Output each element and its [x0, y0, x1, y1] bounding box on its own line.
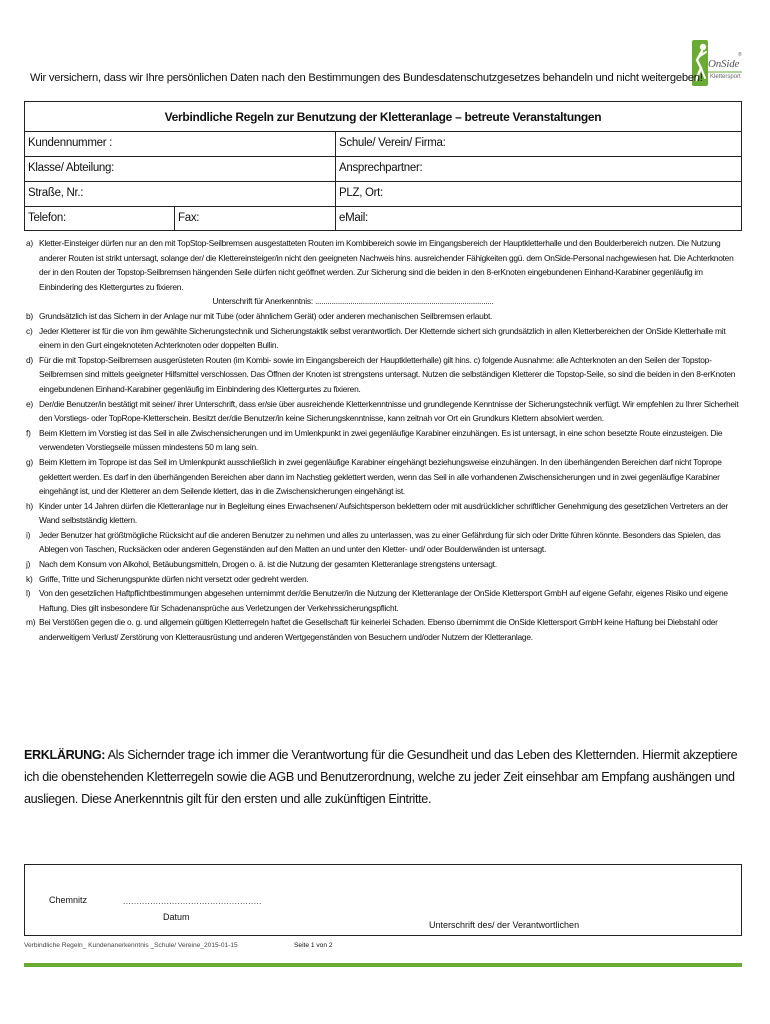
rule-letter: i) — [26, 529, 31, 540]
rule-letter: h) — [26, 500, 33, 511]
rule-letter: l) — [26, 588, 31, 599]
rule-text: Jeder Kletterer ist für die von ihm gewählte Sicherungstechnik und Sicherungstaktik selbst verantwortlich. Der Kletternde sichert sich grundsätzlich in allen Kletterbereichen der OnSide Kletterhalle mit einem in den Gurt eingeknoteten Achterknoten oder doppelten Bullin. — [39, 325, 726, 351]
rule-text: Grundsätzlich ist das Sichern in der Anlage nur mit Tube (oder ähnlichem Gerät) oder anderen mechanischen Seilbremsen erlaubt. — [39, 310, 493, 321]
declaration-label: ERKLÄRUNG: — [24, 748, 106, 762]
street-field[interactable]: Straße, Nr.: — [25, 182, 336, 206]
form-title: Verbindliche Regeln zur Benutzung der Kletteranlage – betreute Veranstaltungen — [25, 102, 741, 132]
rule-text: Der/die Benutzer/in bestätigt mit seiner/ ihrer Unterschrift, dass er/sie über ausreichende Kletterkenntnisse und grundlegende Kenntnisse der Sicherungstechnik verfügt. Wir empfehlen zu Ihrer Sicherheit den Vorstiegs- oder TopRope-Kletterschein. Besitzt der/die Benutzer/in keine Sicherungskenntnisse, kann zeitnah vor Ort ein Grundkurs Klettern absolviert werden. — [39, 398, 739, 424]
rule-letter: b) — [26, 310, 33, 321]
logo-brand-name: OnSide — [708, 58, 740, 70]
logo-brand-sub: Klettersport — [710, 74, 741, 80]
rule-text: Beim Klettern im Vorstieg ist das Seil in alle Zwischensicherungen und im Umlenkpunkt in zwei gegenläufige Karabiner einzuhängen. Es ist untersagt, in eine schon besetzte Route einzusteigen. Die verwendeten Vorstiegseile müssen mindestens 50 m lang sein. — [39, 427, 723, 453]
rule-text: Kinder unter 14 Jahren dürfen die Kletteranlage nur in Begleitung eines Erwachsenen/ Aufsichtsperson beklettern oder mit ausdrücklicher schriftlicher Genehmigung des gesetzlichen Vertreters an der Wand selbstständig klettern. — [39, 500, 728, 526]
city-label: Chemnitz — [49, 895, 88, 905]
rule-letter: k) — [26, 573, 33, 584]
rule-letter: j) — [26, 559, 31, 570]
email-field[interactable]: eMail: — [339, 212, 368, 224]
form-row — [25, 157, 741, 182]
rule-d — [24, 353, 742, 397]
rules-list — [24, 236, 742, 645]
rule-letter: a) — [26, 238, 33, 248]
rule-text: Jeder Benutzer hat größtmögliche Rücksicht auf die anderen Benutzer zu nehmen und alles zu unterlassen, was zu einer Gefährdung für sich oder Dritte führen könnte. Besonders das Spielen, das Ablegen von Taschen, Rucksäcken oder anderen Gegenständen auf den Matten an und unter den Kletter- und/ oder Boulderwänden ist untersagt. — [39, 529, 721, 555]
form-row — [25, 207, 741, 230]
date-label: Datum — [163, 912, 190, 922]
rule-letter: c) — [26, 325, 33, 336]
rule-g — [24, 455, 742, 499]
rule-text: Beim Klettern im Toprope ist das Seil im Umlenkpunkt ausschließlich in zwei gegenläufige Karabiner eingehängt beziehungsweise einzuhängen. In den überhängenden Bereichen darf nicht Toprope geklettert werden. Es darf in den überhängenden Bereichen aber dann im Nachstieg geklettert werden, wenn das Seil in alle vorhandenen Zwischensicherungen und in zwei gegenläufige Karabiner eingehängt ist, und der Kletterer an dem Seilende klettert, das in die Zwischensicherungen eingehängt ist. — [39, 456, 722, 497]
date-field[interactable]: ................................................... — [123, 897, 262, 906]
zip-city-field[interactable]: PLZ, Ort: — [339, 187, 383, 199]
phone-field[interactable]: Telefon: — [25, 207, 175, 230]
rule-letter: e) — [26, 398, 33, 409]
signature-box — [24, 864, 742, 936]
declaration-text: Als Sichernder trage ich immer die Verantwortung für die Gesundheit und das Leben des Kletternden. Hiermit akzeptiere ich die obenstehenden Kletterregeln sowie die AGB und Benutzerordnung, welche zu jeder Zeit einsehbar am Empfang aushängen und ausliegen. Diese Anerkenntnis gilt für den ersten und alle zukünftigen Eintritte. — [24, 748, 738, 806]
declaration — [24, 744, 742, 810]
rule-letter: f) — [26, 427, 31, 438]
rule-b — [24, 309, 742, 324]
footer-page-number: Seite 1 von 2 — [294, 942, 333, 949]
contact-person-field[interactable]: Ansprechpartner: — [339, 162, 423, 174]
rule-text: Kletter-Einsteiger dürfen nur an den mit TopStop-Seilbremsen ausgestatteten Routen im Kombibereich sowie im Eingangsbereich der Hauptkletterhalle und den Boulderbereich nutzen. Die Nutzung anderer Routen ist strikt untersagt, solange der/ die Klettereinsteiger/in nicht den geeigneten Nachweis hins. ausreichender Fähigkeiten ggü. dem OnSide-Personal nachgewiesen hat. Die Achterknoten der in den Routen der Topstop-Seilbremsen hängenden Seile dürfen nicht geöffnet werden. Zur Sicherung sind die beiden in den 8-erKnoten eingebundenen Einhand-Karabiner gegenläufig im Einbindering des Klettergurtes zu fixieren. — [39, 238, 734, 292]
rule-j — [24, 557, 742, 572]
rule-text: Griffe, Tritte und Sicherungspunkte dürfen nicht versetzt oder gedreht werden. — [39, 573, 309, 584]
registered-mark: ® — [738, 52, 742, 58]
customer-form — [24, 101, 742, 231]
rule-e — [24, 397, 742, 426]
responsible-signature-label: Unterschrift des/ der Verantwortlichen — [429, 920, 580, 930]
rule-text: Bei Verstößen gegen die o. g. und allgemein gültigen Kletterregeln haftet die Gesellschaft für keinerlei Schaden. Ebenso übernimmt die OnSide Klettersport GmbH keine Haftung bei Diebstahl oder anderweitigem Verlust/ Zerstörung von Kletterausrüstung und anderen Wertgegenständen von Besuchern und/oder Nutzern der Kletteranlage. — [39, 617, 718, 643]
rule-l — [24, 586, 742, 615]
fax-field[interactable]: Fax: — [175, 207, 336, 230]
form-row — [25, 182, 741, 207]
school-field[interactable]: Schule/ Verein/ Firma: — [339, 137, 446, 149]
rule-f — [24, 426, 742, 455]
rule-m — [24, 615, 742, 644]
rule-c — [24, 324, 742, 353]
rule-k — [24, 572, 742, 587]
rule-text: Für die mit Topstop-Seilbremsen ausgerüsteten Routen (im Kombi- sowie im Eingangsbereich der Hauptkletterhalle) gilt hins. c) folgende Ausnahme: alle Achterknoten an den Seilen der Topstop-Seilbremsen sind mittels geeigneter Hilfsmittel verschlossen. Das Öffnen der Knoten ist strengstens untersagt. Nutzen die selbständigen Kletterer die Topstop-Seile, so sind die beiden in den 8-erKnoten eingebundenen Einhand-Karabiner gegenläufig im Einbindering des Klettergurtes zu fixieren. — [39, 354, 736, 394]
class-field[interactable]: Klasse/ Abteilung: — [25, 157, 336, 181]
rule-letter: g) — [26, 456, 33, 467]
form-row — [25, 132, 741, 157]
privacy-notice: Wir versichern, dass wir Ihre persönlichen Daten nach den Bestimmungen des Bundesdatenschutzgesetzes behandeln und nicht weitergeben! — [30, 72, 703, 84]
rule-letter: m) — [26, 617, 36, 628]
rule-a — [24, 236, 742, 294]
rule-letter: d) — [26, 354, 33, 365]
acknowledgement-signature-line[interactable]: Unterschrift für Anerkenntnis: ...................................................................................... — [212, 296, 494, 307]
rule-h — [24, 499, 742, 528]
rule-text: Von den gesetzlichen Haftpflichtbestimmungen abgesehen unternimmt der/die Benutzer/in die Nutzung der Kletteranlage der OnSide Klettersport GmbH auf eigene Gefahr, eigenes Risiko und eigene Haftung. Dies gilt insbesondere für Schadenansprüche aus Verletzungen der Verkehrssicherungspflicht. — [39, 588, 728, 613]
footer-divider — [24, 963, 742, 967]
rule-i — [24, 528, 742, 557]
footer-document-name: Verbindliche Regeln_ Kundenanerkenntnis _Schule/ Vereine_2015-01-15 — [24, 942, 238, 949]
rule-text: Nach dem Konsum von Alkohol, Betäubungsmitteln, Drogen o. ä. ist die Nutzung der gesamten Kletteranlage strengstens untersagt. — [39, 559, 497, 570]
customer-number-field[interactable]: Kundennummer : — [25, 132, 336, 156]
